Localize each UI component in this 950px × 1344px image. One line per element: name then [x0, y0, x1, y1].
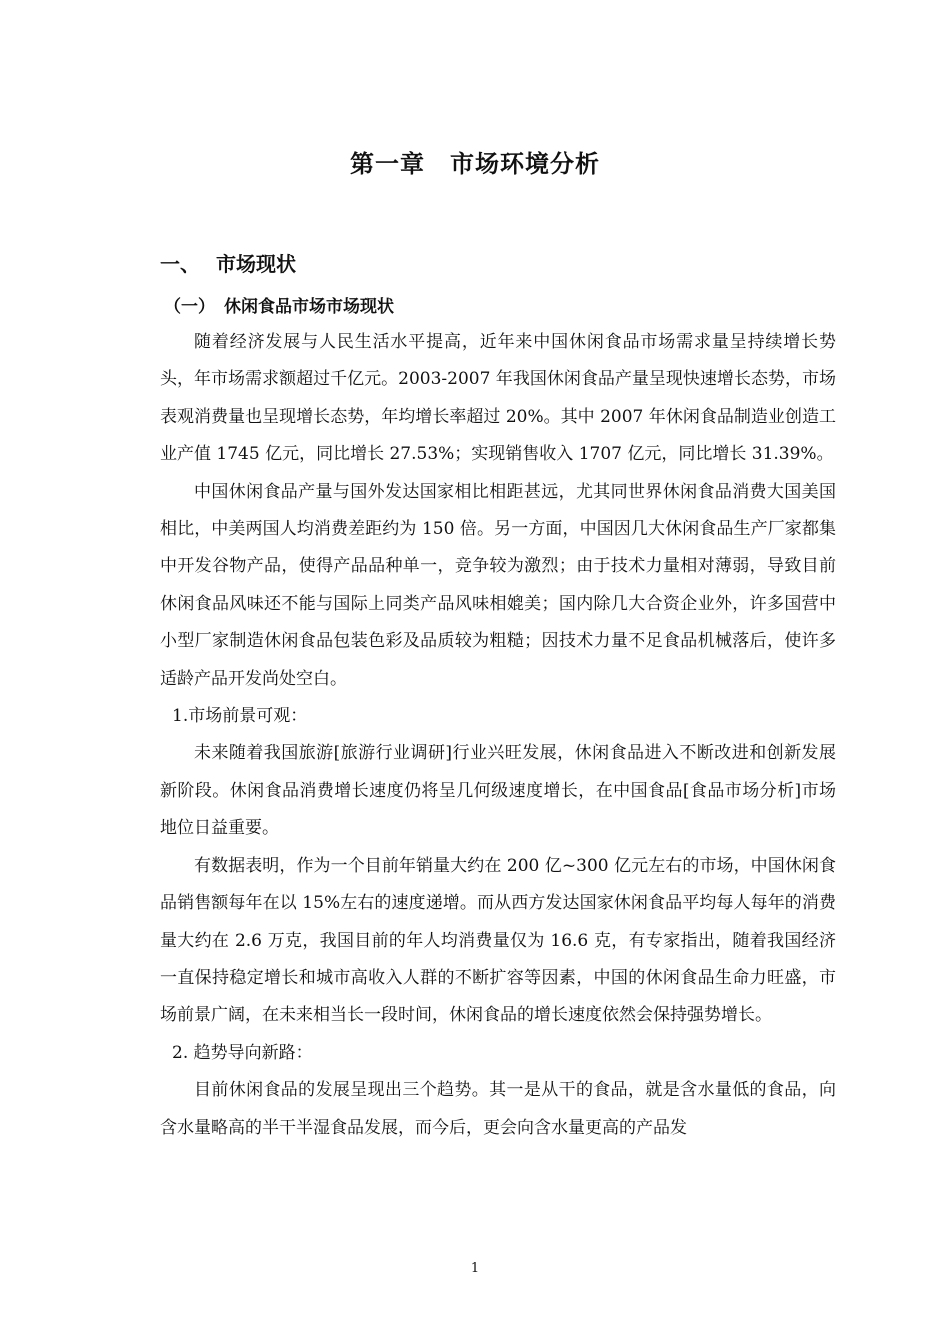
subsection-heading: [164, 292, 394, 317]
paragraph: 目前休闲食品的发展呈现出三个趋势。其一是从干的食品，就是含水量低的食品，向含水量略高的半干半湿食品发展，而今后，更会向含水量更高的产品发: [160, 1080, 836, 1138]
paragraph: 有数据表明，作为一个目前年销量大约在 200 亿~300 亿元左右的市场，中国休闲食品销售额每年在以 15%左右的速度递增。而从西方发达国家休闲食品平均每人每年的消费量大约在 2.6 万克，我国目前的年人均消费量仅为 16.6 克，有专家指出，随着我国经济一直保持稳定增长和城市高收入人群的不断扩容等因素，中国的休闲食品生命力旺盛，市场前景广阔，在未来相当长一段时间，休闲食品的增长速度依然会保持强势增长。: [160, 855, 836, 1026]
paragraph: 随着经济发展与人民生活水平提高，近年来中国休闲食品市场需求量呈持续增长势头，年市场需求额超过千亿元。2003-2007 年我国休闲食品产量呈现快速增长态势，市场表观消费量也呈现增长态势，年均增长率超过 20%。其中 2007 年休闲食品制造业创造工业产值 1745 亿元，同比增长 27.53%；实现销售收入 1707 亿元，同比增长 31.39%。: [160, 332, 836, 465]
list-item-heading: 1.市场前景可观：: [172, 706, 308, 727]
body-text: [160, 324, 836, 1147]
section-heading: [160, 248, 296, 277]
subsection-number: （一）: [164, 297, 215, 317]
subsection-title: 休闲食品市场市场现状: [224, 297, 394, 317]
section-title: 市场现状: [216, 252, 296, 276]
paragraph: 未来随着我国旅游[旅游行业调研]行业兴旺发展，休闲食品进入不断改进和创新发展新阶段。休闲食品消费增长速度仍将呈几何级速度增长，在中国食品[食品市场分析]市场地位日益重要。: [160, 743, 836, 839]
chapter-title: 第一章 市场环境分析: [350, 150, 600, 178]
paragraph: 中国休闲食品产量与国外发达国家相比相距甚远，尤其同世界休闲食品消费大国美国相比，中美两国人均消费差距约为 150 倍。另一方面，中国因几大休闲食品生产厂家都集中开发谷物产品，使得产品品种单一，竞争较为激烈；由于技术力量相对薄弱，导致目前休闲食品风味还不能与国际上同类产品风味相媲美；国内除几大合资企业外，许多国营中小型厂家制造休闲食品包装色彩及品质较为粗糙；因技术力量不足食品机械落后，使许多适龄产品开发尚处空白。: [160, 481, 836, 689]
list-item-heading: 2. 趋势导向新路：: [172, 1042, 313, 1063]
page-number: 1: [470, 1261, 480, 1276]
section-number: 一、: [160, 252, 200, 276]
